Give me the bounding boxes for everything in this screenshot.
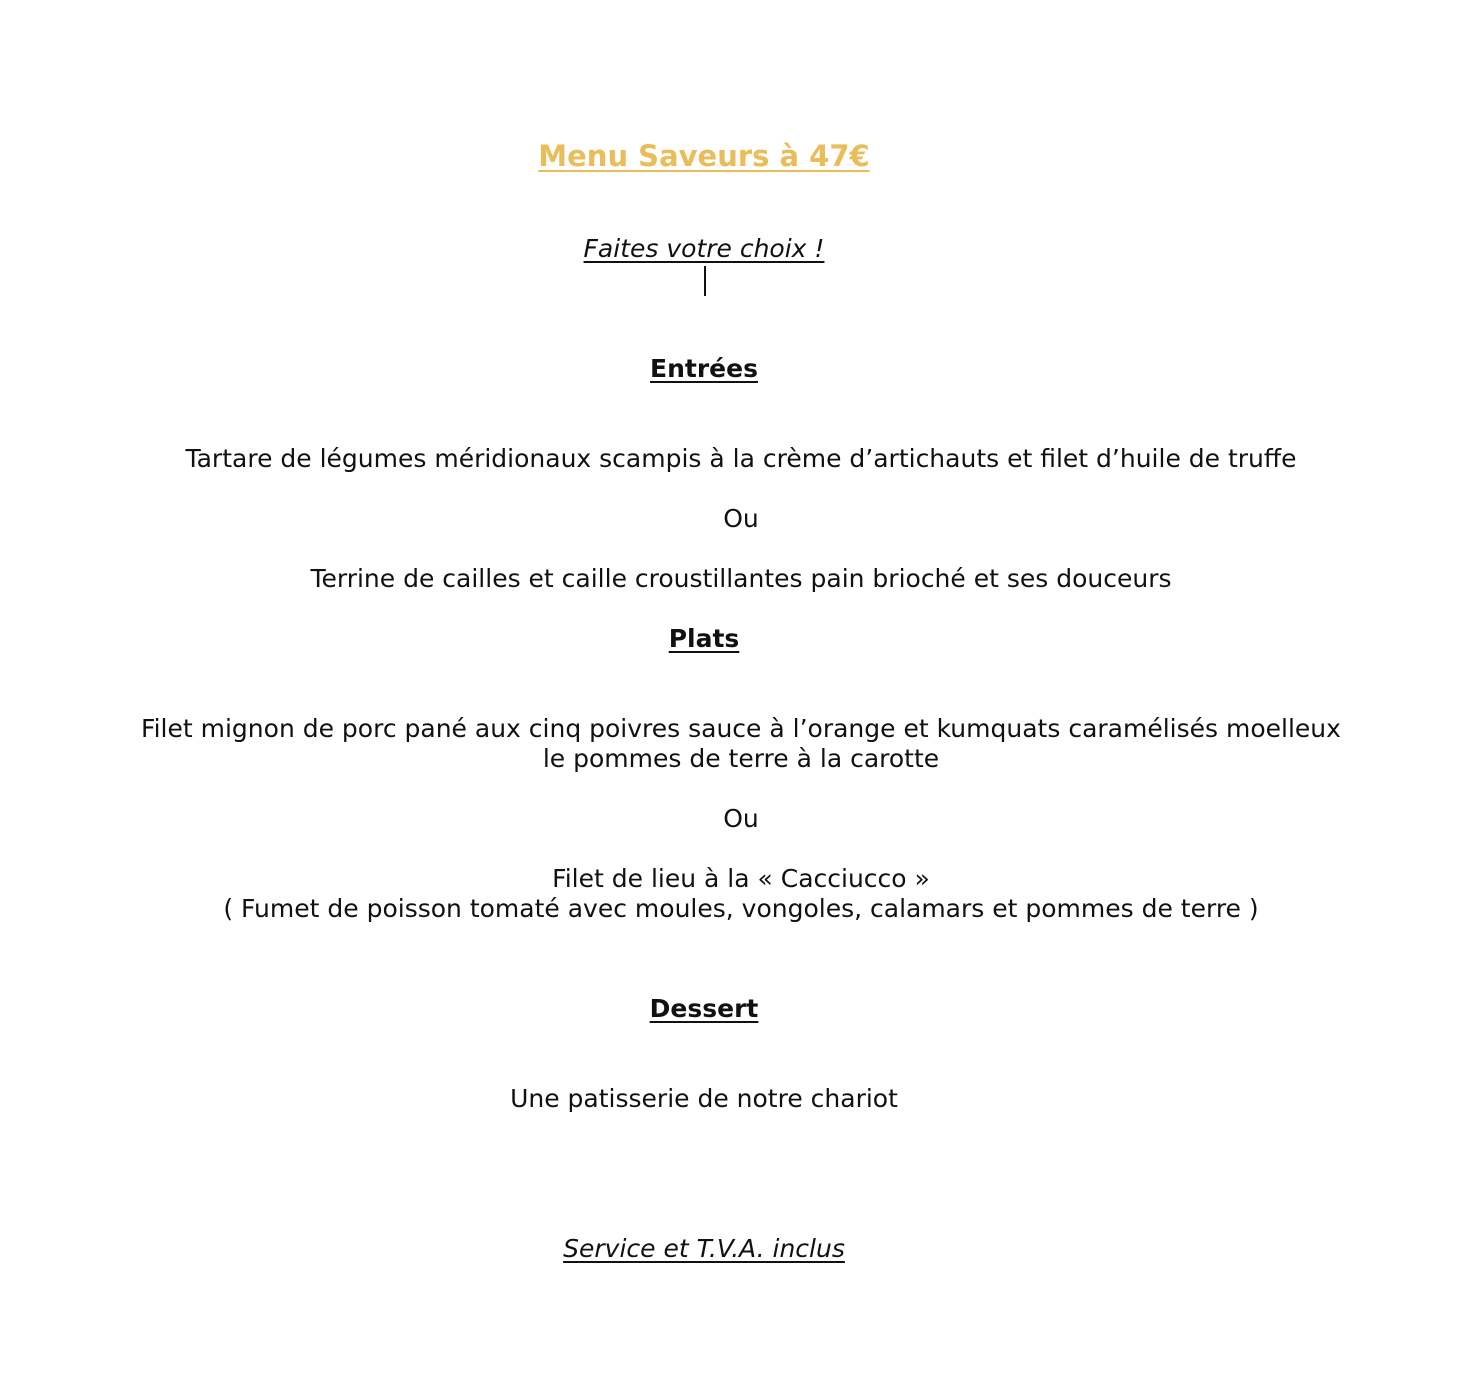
plat-item-2-line-2: ( Fumet de poisson tomaté avec moules, vongoles, calamars et pommes de terre )	[223, 894, 1259, 923]
dessert-item-1: Une patisserie de notre chariot	[510, 1084, 898, 1113]
text-cursor	[704, 266, 706, 296]
section-heading-entrees: Entrées	[650, 354, 758, 383]
section-heading-plats: Plats	[668, 624, 740, 653]
menu-title: Menu Saveurs à 47€	[538, 139, 870, 173]
plat-item-1-line-1: Filet mignon de porc pané aux cinq poivres sauce à l’orange et kumquats caramélisés moelleux	[141, 714, 1341, 743]
entree-item-2: Terrine de cailles et caille croustillantes pain brioché et ses douceurs	[310, 564, 1172, 593]
entree-item-1: Tartare de légumes méridionaux scampis à la crème d’artichauts et filet d’huile de truffe	[185, 444, 1297, 473]
section-heading-dessert: Dessert	[649, 994, 759, 1023]
plat-item-2-line-1: Filet de lieu à la « Cacciucco »	[552, 864, 930, 893]
entree-separator: Ou	[723, 504, 759, 533]
menu-subtitle: Faites votre choix !	[583, 234, 825, 263]
plat-separator: Ou	[723, 804, 759, 833]
menu-footer: Service et T.V.A. inclus	[563, 1234, 845, 1263]
plat-item-1-line-2: le pommes de terre à la carotte	[542, 744, 940, 773]
